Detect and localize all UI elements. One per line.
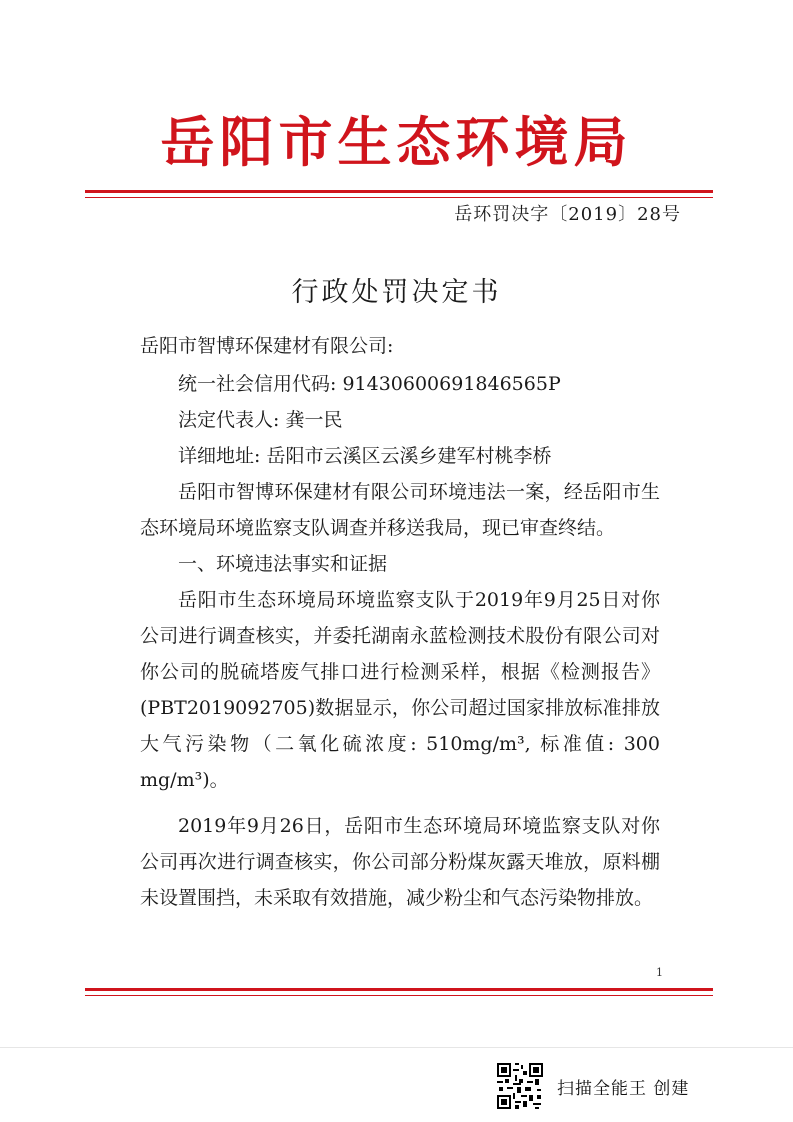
document-number: 岳环罚决字〔2019〕28号 (454, 204, 681, 225)
fact-paragraph-1: 岳阳市生态环境局环境监察支队于2019年9月25日对你公司进行调查核实，并委托湖南永蓝检测技术股份有限公司对你公司的脱硫塔废气排口进行检测采样，根据《检测报告》(PBT2019092705)数据显示，你公司超过国家排放标准排放大气污染物（二氧化硫浓度: 510mg/m³, 标准值: 300 mg/m³)。 (140, 589, 660, 791)
page-number: 1 (656, 966, 663, 979)
qr-code-icon (495, 1061, 545, 1111)
scanner-watermark (495, 1060, 689, 1112)
footer-red-rule-thick (85, 988, 713, 991)
credit-code-line: 统一社会信用代码: 91430600691846565P (178, 373, 561, 395)
fact-paragraph-2: 2019年9月26日，岳阳市生态环境局环境监察支队对你公司再次进行调查核实，你公司部分粉煤灰露天堆放，原料棚未设置围挡，未采取有效措施，减少粉尘和气态污染物排放。 (140, 815, 660, 909)
intro-paragraph: 岳阳市智博环保建材有限公司环境违法一案，经岳阳市生态环境局环境监察支队调查并移送我局，现已审查终结。 (140, 481, 660, 539)
document-body (140, 328, 660, 916)
address-line: 详细地址: 岳阳市云溪区云溪乡建军村桃李桥 (178, 445, 552, 467)
scan-edge-line (0, 1047, 793, 1048)
recipient-line: 岳阳市智博环保建材有限公司: (140, 335, 394, 357)
section-heading: 一、环境违法事实和证据 (178, 553, 388, 575)
document-title: 行政处罚决定书 (291, 277, 502, 308)
header-red-rule-thin (85, 197, 713, 198)
footer-red-rule-thin (85, 995, 713, 996)
agency-header-title: 岳阳市生态环境局 (160, 111, 633, 174)
header-red-rule-thick (85, 190, 713, 193)
watermark-text: 扫描全能王 创建 (557, 1078, 690, 1099)
legal-representative-line: 法定代表人: 龚一民 (178, 409, 343, 431)
